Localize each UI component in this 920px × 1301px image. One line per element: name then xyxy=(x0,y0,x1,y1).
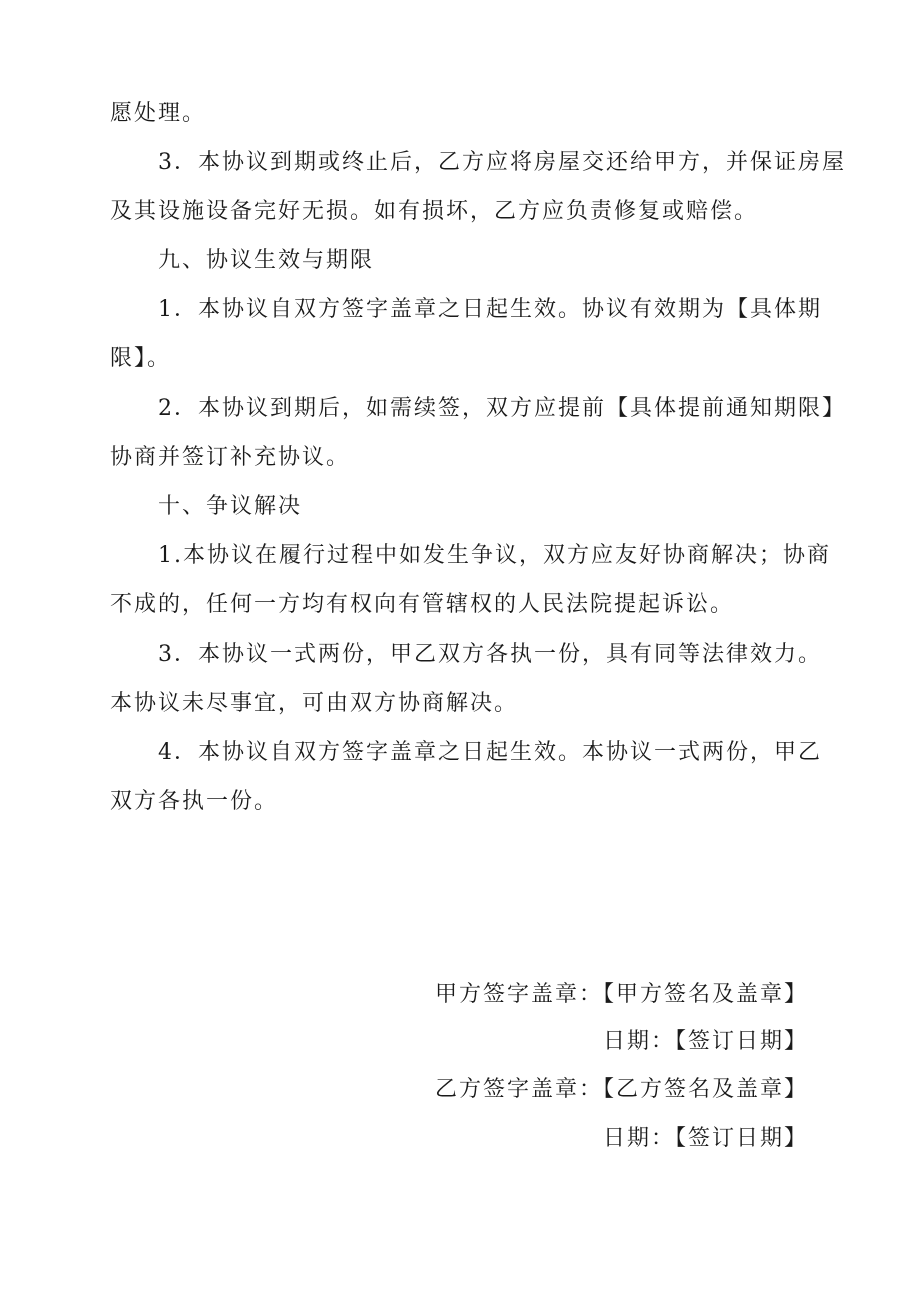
paragraph-line: 愿处理。 xyxy=(110,101,207,126)
paragraph-line: 4．本协议自双方签字盖章之日起生效。本协议一式两份，甲乙 xyxy=(158,740,822,765)
paragraph-line: 1．本协议自双方签字盖章之日起生效。协议有效期为【具体期 xyxy=(158,297,822,322)
party-b-signature: 乙方签字盖章：【乙方签名及盖章】 xyxy=(434,1077,808,1102)
paragraph-line: 3．本协议一式两份，甲乙双方各执一份，具有同等法律效力。 xyxy=(158,642,822,667)
paragraph-line: 不成的，任何一方均有权向有管辖权的人民法院提起诉讼。 xyxy=(110,592,735,617)
paragraph-line: 1.本协议在履行过程中如发生争议，双方应友好协商解决；协商 xyxy=(158,543,831,568)
section-heading: 十、争议解决 xyxy=(158,494,303,519)
party-b-date: 日期：【签订日期】 xyxy=(602,1126,808,1151)
paragraph-line: 协商并签订补充协议。 xyxy=(110,445,351,470)
paragraph-line: 双方各执一份。 xyxy=(110,789,279,814)
paragraph-line: 3．本协议到期或终止后，乙方应将房屋交还给甲方，并保证房屋 xyxy=(158,150,846,175)
paragraph-line: 限】。 xyxy=(110,346,172,371)
paragraph-line: 本协议未尽事宜，可由双方协商解决。 xyxy=(110,691,519,716)
paragraph-line: 2．本协议到期后，如需续签，双方应提前【具体提前通知期限】 xyxy=(158,396,846,421)
party-a-signature: 甲方签字盖章：【甲方签名及盖章】 xyxy=(434,982,808,1007)
party-a-date: 日期：【签订日期】 xyxy=(602,1029,808,1054)
paragraph-line: 及其设施设备完好无损。如有损坏，乙方应负责修复或赔偿。 xyxy=(110,199,759,224)
section-heading: 九、协议生效与期限 xyxy=(158,248,375,273)
